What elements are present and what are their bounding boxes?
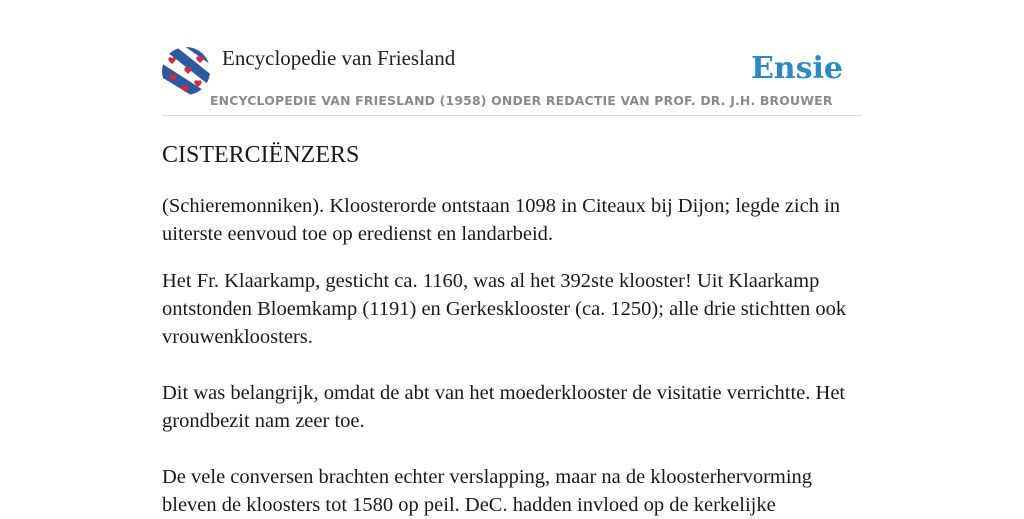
ensie-brand-logo[interactable]: Ensie [750, 51, 843, 86]
entry-title: CISTERCIËNZERS [162, 142, 360, 168]
encyclopedia-subtitle: ENCYCLOPEDIE VAN FRIESLAND (1958) ONDER REDACTIE VAN PROF. DR. J.H. BROUWER [210, 93, 833, 108]
entry-paragraph: Dit was belangrijk, omdat de abt van het moederklooster de visitatie verrichtte. Het grondbezit nam zeer toe. [162, 382, 846, 432]
entry-paragraph: (Schieremonniken). Kloosterorde ontstaan 1098 in Citeaux bij Dijon; legde zich in uiterste eenvoud toe op eredienst en landarbeid. [162, 195, 841, 245]
entry-body [162, 192, 862, 519]
entry-paragraph: De vele conversen brachten echter verslapping, maar na de kloosterhervorming bleven de kloosters tot 1580 op peil. DeC. hadden invloed op de kerkelijke [162, 466, 813, 516]
encyclopedia-title-link[interactable]: Encyclopedie van Friesland [222, 46, 456, 70]
entry-paragraph: Het Fr. Klaarkamp, gesticht ca. 1160, was al het 392ste klooster! Uit Klaarkamp ontstonden Bloemkamp (1191) en Gerkesklooster (ca. 1250); alle drie stichtten ook vrouwenkloosters. [162, 270, 847, 348]
page-header [162, 0, 862, 116]
encyclopedia-page [162, 0, 862, 516]
frisian-flag-icon[interactable] [162, 47, 210, 95]
